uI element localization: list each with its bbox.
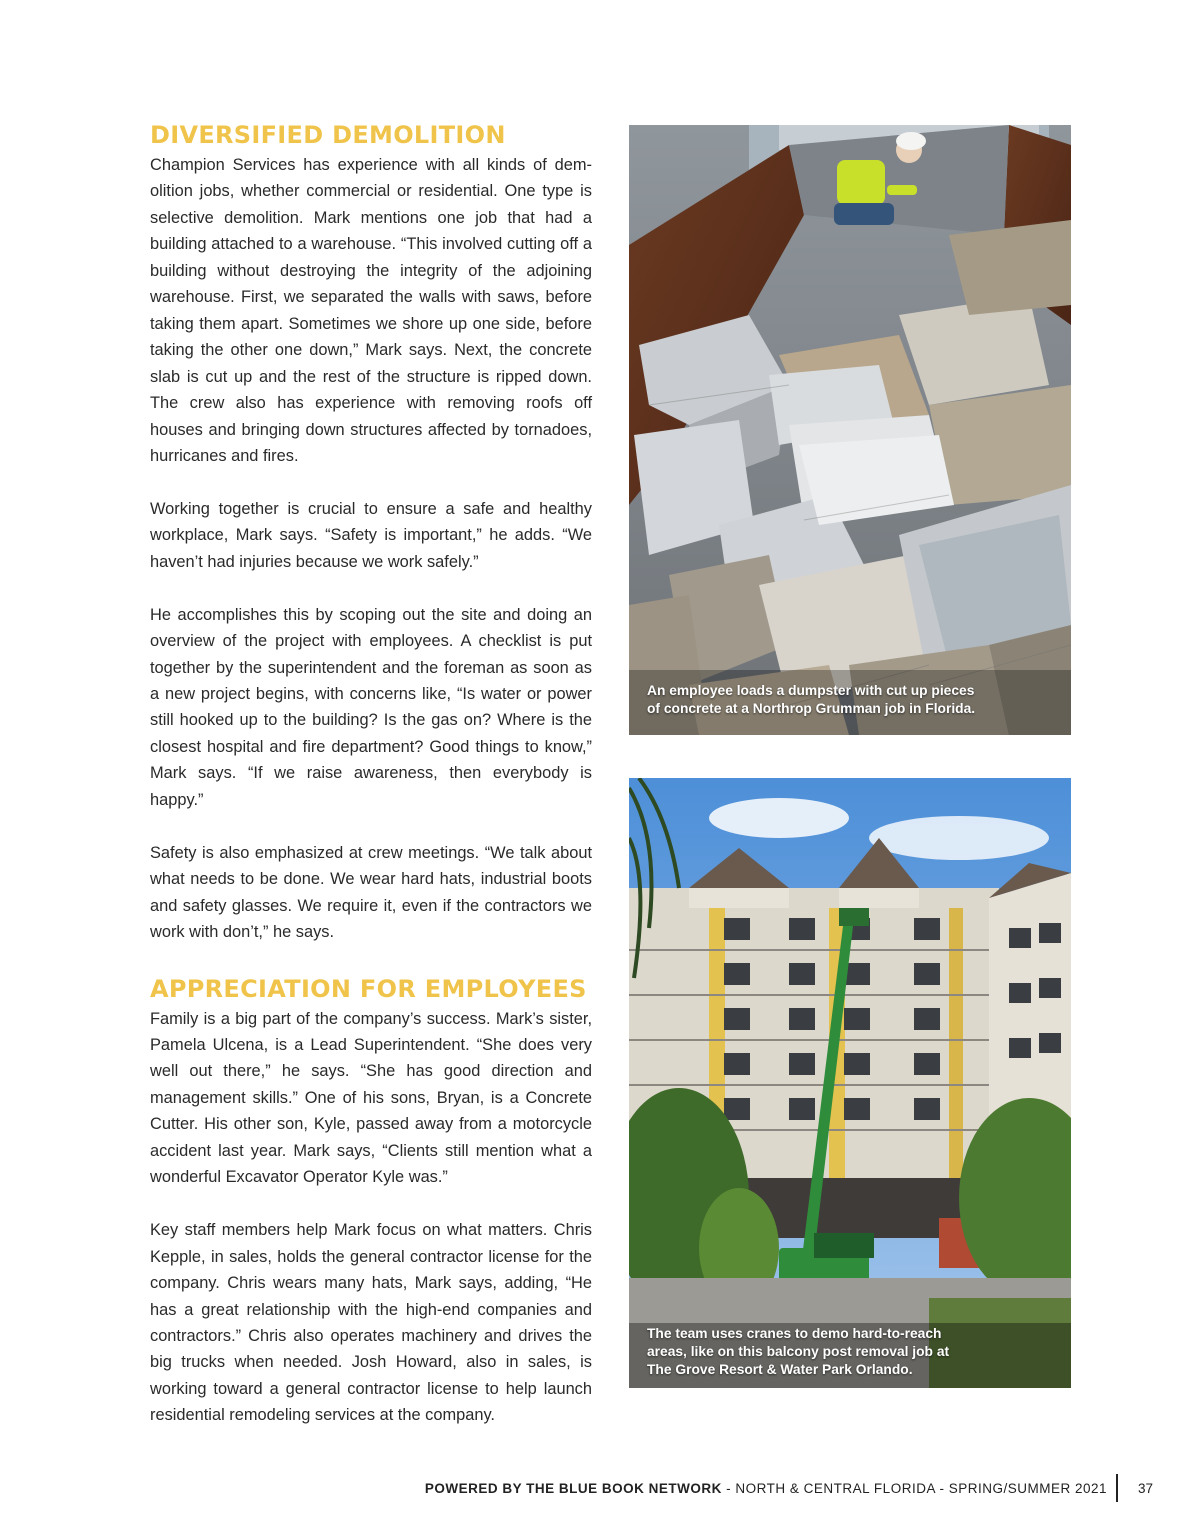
caption-line: The team uses cranes to demo hard-to-reach (647, 1326, 942, 1341)
caption-line: The Grove Resort & Water Park Orlando. (647, 1362, 913, 1378)
photo-caption (647, 682, 1031, 718)
caption-line: areas, like on this balcony post removal job at (647, 1344, 950, 1360)
photo-caption (647, 1325, 1031, 1380)
paragraph: Key staff members help Mark focus on what matters. Chris Kepple, in sales, holds the general contractor license for the company. Chris wears many hats, Mark says, adding, “He has a great relationship with the high-end companies and contractors.” Chris also operates machinery and drives the big trucks when needed. Josh Howard, also in sales, is working toward a general contractor license to help launch residential remodeling services at the company. (150, 1221, 592, 1425)
page-number: 37 (1138, 1481, 1154, 1496)
article-text-column (150, 118, 592, 1429)
footer-brand: POWERED BY THE BLUE BOOK NETWORK (424, 1481, 722, 1496)
paragraph: He accomplishes this by scoping out the site and doing an overview of the project with employees. A checklist is put together by the superintendent and the foreman as soon as a new project begins, with concerns like, “Is water or power still hooked up to the building? Is the gas on? Where is the closest hospital and fire department? Good things to know,” Mark says. “If we raise awareness, then everybody is happy.” (150, 605, 592, 809)
caption-line: of concrete at a Northrop Grumman job in Florida. (647, 701, 976, 717)
dumpster-concrete-photo (629, 125, 1071, 735)
caption-line: An employee loads a dumpster with cut up pieces (647, 683, 975, 698)
section-heading-diversified-demolition: DIVERSIFIED DEMOLITION (150, 121, 506, 149)
dumpster-concrete-illustration (629, 125, 1071, 735)
section-heading-appreciation-for-employees: APPRECIATION FOR EMPLOYEES (150, 974, 587, 1003)
page-footer (425, 1478, 1107, 1500)
footer-divider (1116, 1474, 1118, 1502)
paragraph: Safety is also emphasized at crew meetings. “We talk about what needs to be done. We wear hard hats, industrial boots and safety glasses. We require it, even if the contractors we work with don’t,” he says. (150, 843, 592, 942)
paragraph: Champion Services has experience with all kinds of demolition jobs, whether commercial or residential. One type is selective demolition. Mark mentions one job that had a building attached to a warehouse. “This involved cutting off a building without destroying the integrity of the adjoining warehouse. First, we separated the walls with saws, before taking them apart. Sometimes we shore up one side, before taking the other one down,” Mark says. Next, the concrete slab is cut up and the rest of the structure is ripped down. The crew also has experience with removing roofs off houses and bringing down structures affected by tornadoes, hurricanes and fires. (150, 156, 592, 465)
paragraph: Working together is crucial to ensure a safe and healthy workplace, Mark says. “Safety is important,” he adds. “We haven’t had injuries because we work safely.” (150, 499, 592, 571)
resort-crane-illustration (629, 778, 1071, 1388)
paragraph: Family is a big part of the company’s success. Mark’s sister, Pamela Ulcena, is a Lead Superintendent. “She does very well out there,” he says. “She has good direction and management skills.” One of his sons, Bryan, is a Concrete Cutter. His other son, Kyle, passed away from a motorcycle accident last year. Mark says, “Clients still mention what a wonderful Excavator Operator Kyle was.” (150, 1009, 592, 1187)
footer-edition: - NORTH & CENTRAL FLORIDA - SPRING/SUMMER 2021 (721, 1481, 1107, 1496)
resort-crane-photo (629, 778, 1071, 1388)
